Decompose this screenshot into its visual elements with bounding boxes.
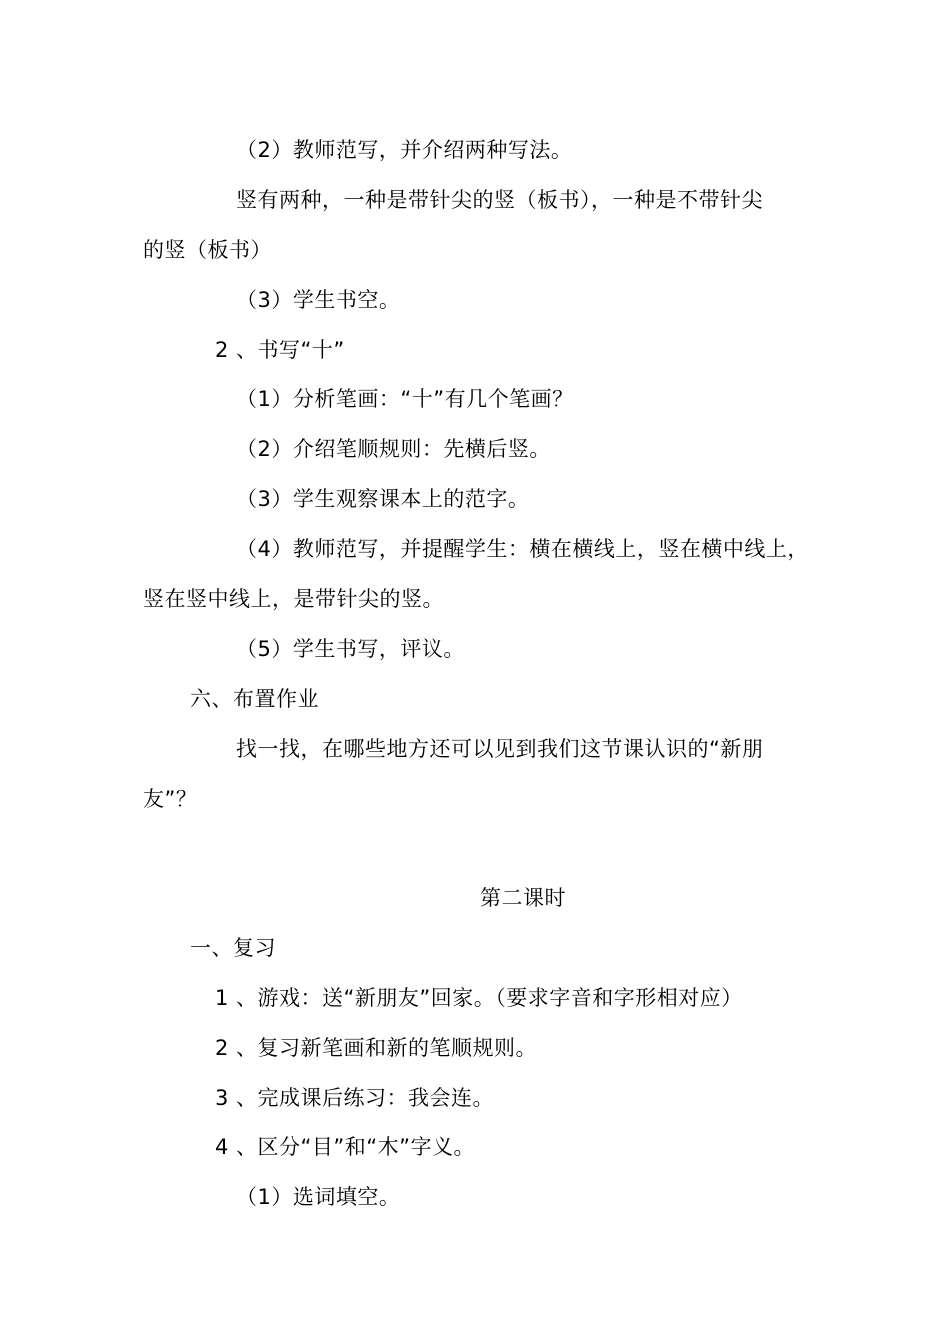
list-item: 3 、完成课后练习：我会连。 [215,1086,495,1110]
paragraph-line: 友”？ [143,787,198,811]
paragraph-line: 找一找，在哪些地方还可以见到我们这节课认识的“新朋 [236,737,764,761]
section-heading: 一、复习 [190,936,276,960]
list-item: 2 、复习新笔画和新的笔顺规则。 [215,1036,538,1060]
paragraph-line: 竖在竖中线上，是带针尖的竖。 [143,587,444,611]
list-heading: 2 、书写“十” [215,338,345,362]
paragraph-line: （1）选词填空。 [236,1185,401,1209]
paragraph-line: （1）分析笔画：“十”有几个笔画？ [236,387,574,411]
paragraph-line: 的竖（板书） [143,238,272,262]
paragraph-line: 竖有两种，一种是带针尖的竖（板书），一种是不带针尖 [236,188,763,212]
section-heading: 六、布置作业 [190,687,319,711]
paragraph-line: （3）学生书空。 [236,288,401,312]
paragraph-line: （5）学生书写，评议。 [236,637,465,661]
list-item: 1 、游戏：送“新朋友”回家。（要求字音和字形相对应） [215,986,743,1010]
paragraph-line: （4）教师范写，并提醒学生：横在横线上，竖在横中线上， [236,537,809,561]
paragraph-line: （3）学生观察课本上的范字。 [236,487,530,511]
paragraph-line: （2）介绍笔顺规则：先横后竖。 [236,437,551,461]
paragraph-line: （2）教师范写，并介绍两种写法。 [236,138,573,162]
list-item: 4 、区分“目”和“木”字义。 [215,1135,476,1159]
lesson-title: 第二课时 [480,886,566,910]
